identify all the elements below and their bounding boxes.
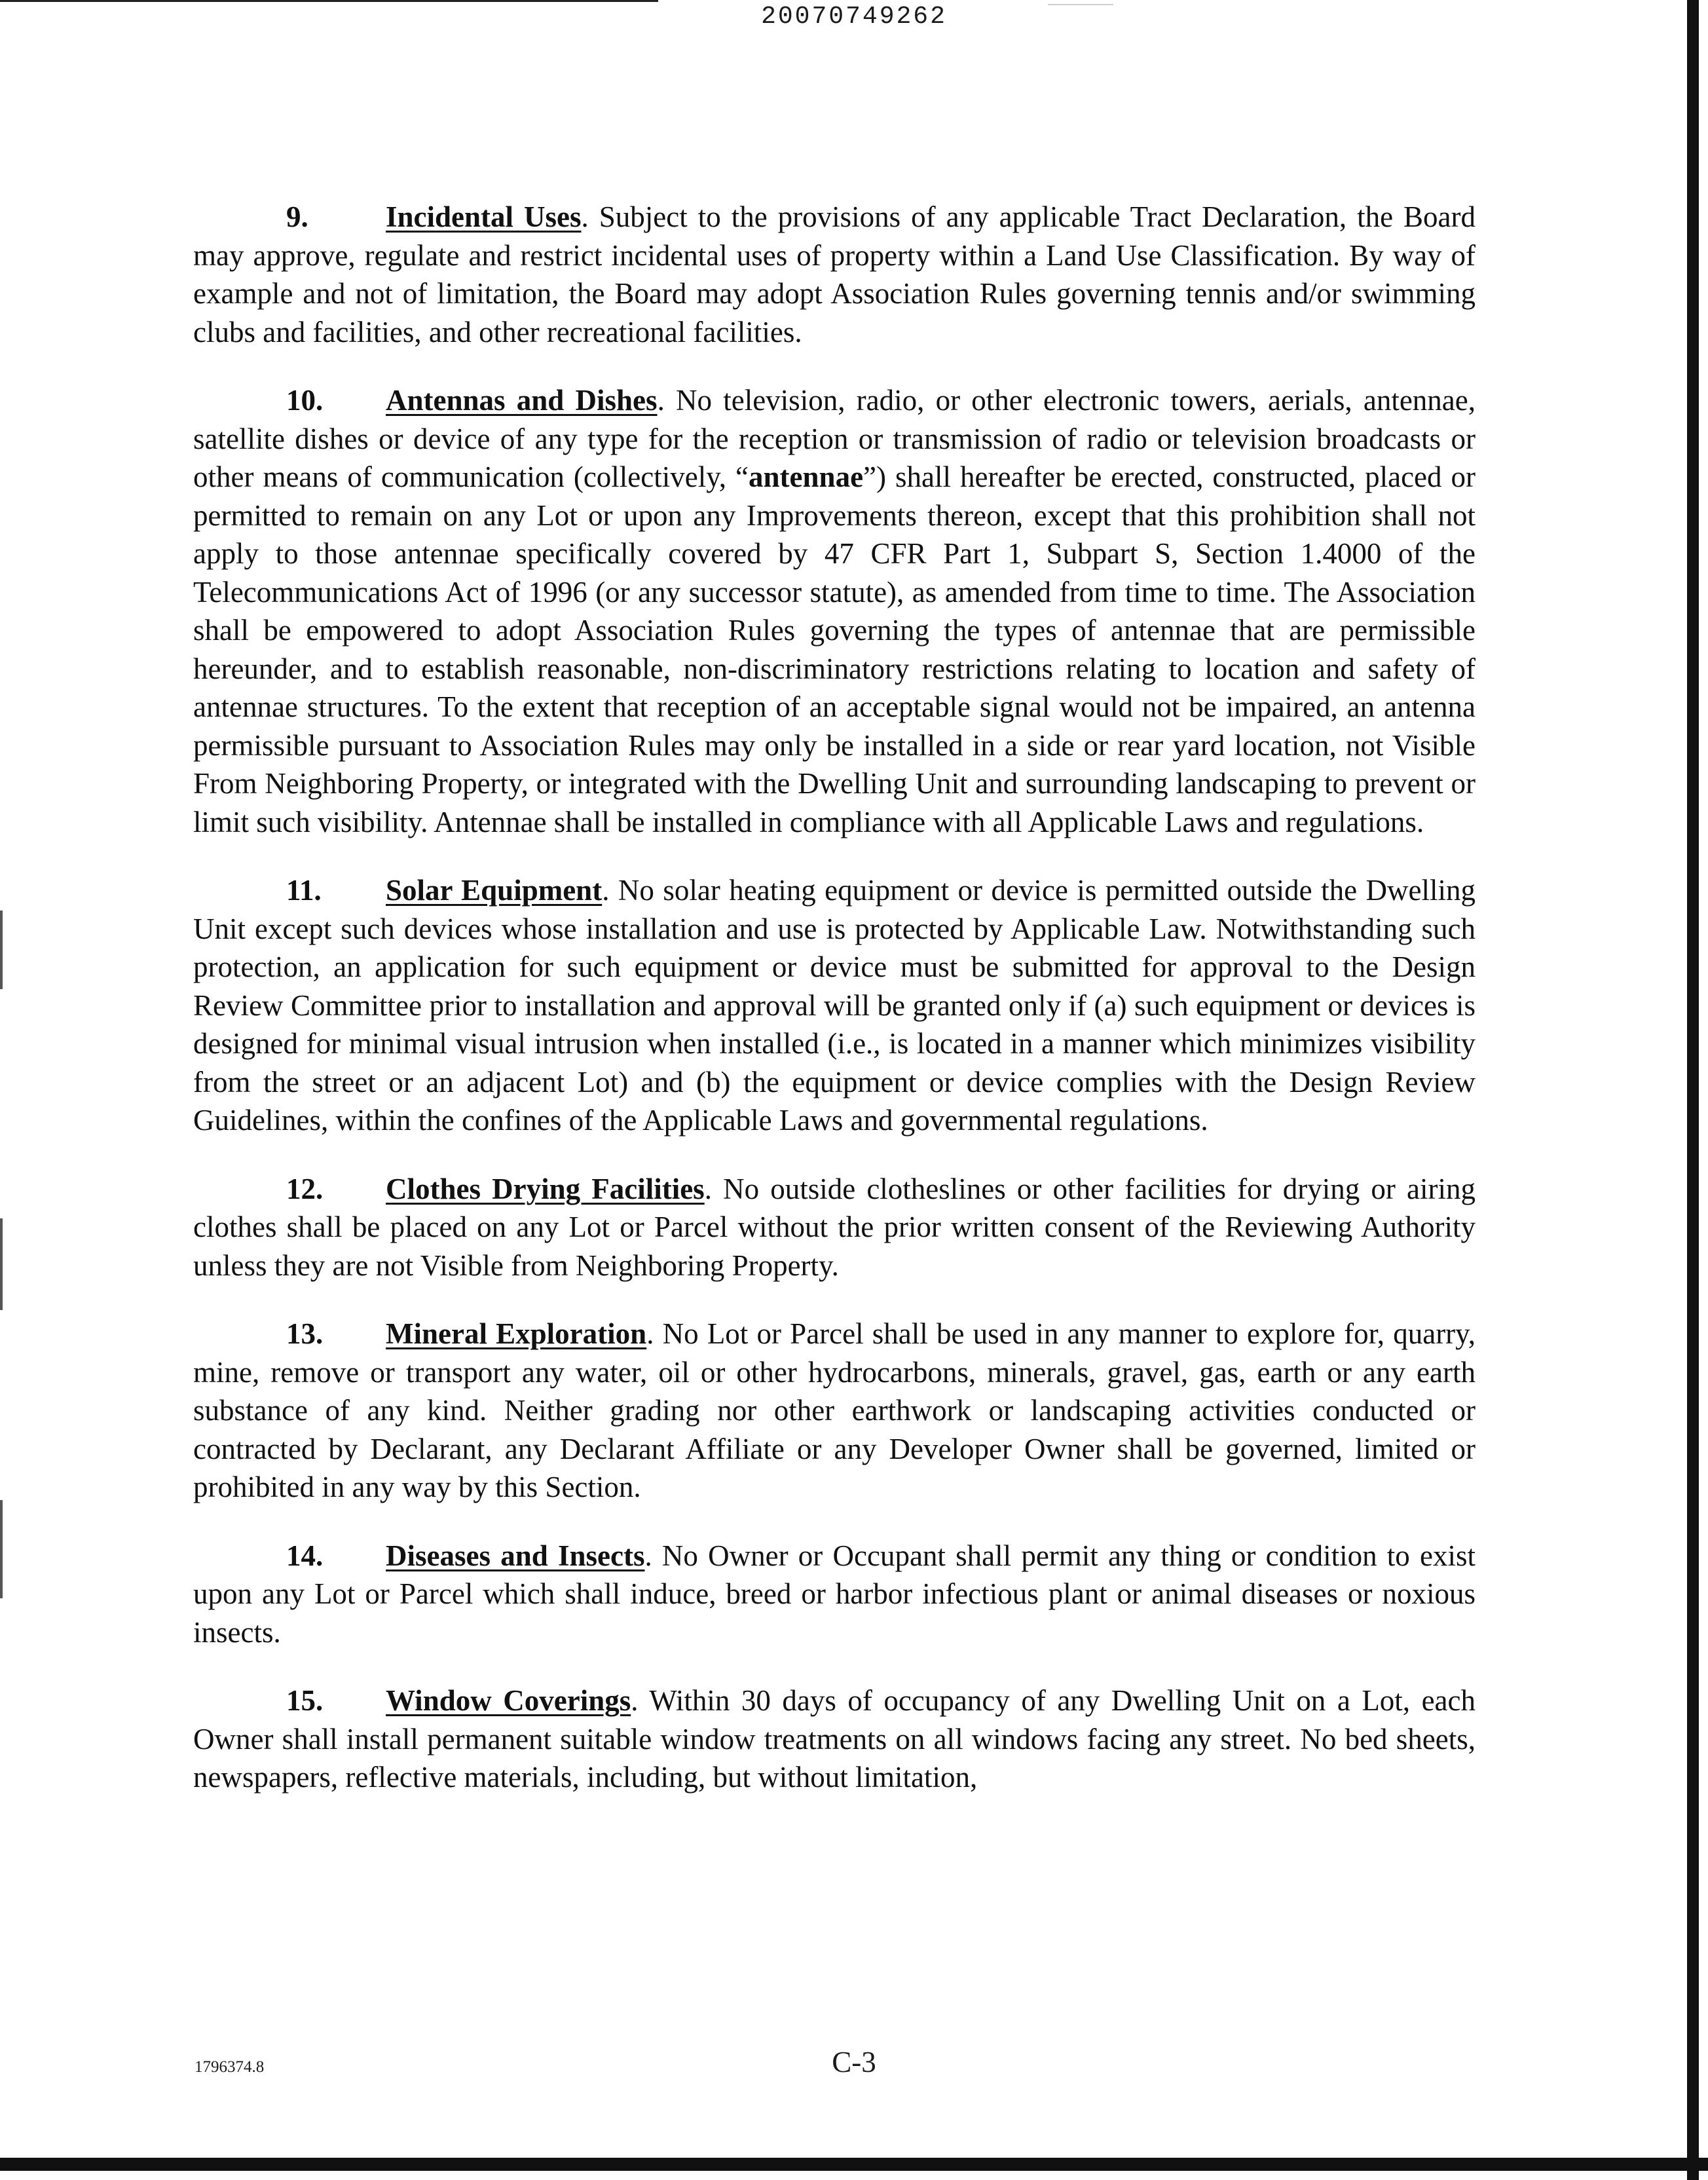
scan-bottom-border (0, 2158, 1708, 2171)
scan-left-mark (0, 911, 3, 989)
section-number: 13. (286, 1317, 324, 1350)
scan-top-border (0, 0, 658, 2)
section-number: 14. (286, 1539, 324, 1572)
section-title: Window Coverings (386, 1684, 631, 1717)
section-title: Antennas and Dishes (386, 384, 658, 417)
section-text: . Within 30 days of occupancy of any Dwelling Unit on a Lot, each Owner shall install permanent suitable window treatments on all windows facing any street. No bed sheets, newspapers, reflective materials, including, but without limitation, (193, 1684, 1476, 1794)
section-mineral-exploration (193, 1315, 1476, 1507)
defined-term: antennae (749, 460, 864, 493)
section-diseases-and-insects (193, 1537, 1476, 1652)
section-number: 10. (286, 384, 324, 417)
section-text: . No solar heating equipment or device is permitted outside the Dwelling Unit except such devices whose installation and use is protected by Applicable Law. Notwithstanding such protection, an application for such equipment or device must be submitted for approval to the Design Review Committee prior to installation and approval will be granted only if (a) such equipment or devices is designed for minimal visual intrusion when installed (i.e., is located in a manner which minimizes visibility from the street or an adjacent Lot) and (b) the equipment or device complies with the Design Review Guidelines, within the confines of the Applicable Laws and governmental regulations. (193, 874, 1476, 1137)
section-title: Incidental Uses (386, 200, 582, 233)
section-text: . No Lot or Parcel shall be used in any manner to explore for, quarry, mine, remove or transport any water, oil or other hydrocarbons, minerals, gravel, gas, earth or any earth substance of any kind. Neither grading nor other earthwork or landscaping activities conducted or contracted by Declarant, any Declarant Affiliate or any Developer Owner shall be governed, limited or prohibited in any way by this Section. (193, 1317, 1476, 1503)
section-title: Mineral Exploration (386, 1317, 647, 1350)
section-clothes-drying-facilities (193, 1170, 1476, 1285)
section-text-continued: ”) shall hereafter be erected, constructed, placed or permitted to remain on any Lot or upon any Improvements thereon, except that this prohibition shall not apply to those antennae specifically covered by 47 CFR Part 1, Subpart S, Section 1.4000 of the Telecommunications Act of 1996 (or any successor statute), as amended from time to time. The Association shall be empowered to adopt Association Rules governing the types of antennae that are permissible hereunder, and to establish reasonable, non-discriminatory restrictions relating to location and safety of antennae structures. To the extent that reception of an acceptable signal would not be impaired, an antenna permissible pursuant to Association Rules may only be installed in a side or rear yard location, not Visible From Neighboring Property, or integrated with the Dwelling Unit and surrounding landscaping to prevent or limit such visibility. Antennae shall be installed in compliance with all Applicable Laws and regulations. (193, 460, 1476, 838)
section-number: 9. (286, 200, 308, 233)
section-text: . Subject to the provisions of any applicable Tract Declaration, the Board may approve, regulate and restrict incidental uses of property within a Land Use Classification. By way of example and not of limitation, the Board may adopt Association Rules governing tennis and/or swimming clubs and facilities, and other recreational facilities. (193, 200, 1476, 348)
page-number: C-3 (832, 2046, 876, 2078)
section-antennas-and-dishes (193, 381, 1476, 841)
section-number: 12. (286, 1172, 324, 1205)
document-code: 1796374.8 (195, 2058, 265, 2076)
section-text: . No television, radio, or other electronic towers, aerials, antennae, satellite dishes or device of any type for the reception or transmission of radio or television broadcasts or other means of communication (collectively, “ (193, 384, 1476, 493)
section-number: 15. (286, 1684, 324, 1717)
scan-left-mark (0, 1500, 3, 1598)
document-number: 20070749262 (761, 3, 947, 31)
section-number: 11. (286, 874, 322, 907)
section-text: . No Owner or Occupant shall permit any thing or condition to exist upon any Lot or Parcel which shall induce, breed or harbor infectious plant or animal diseases or noxious insects. (193, 1539, 1476, 1649)
section-solar-equipment (193, 871, 1476, 1140)
section-window-coverings (193, 1682, 1476, 1797)
section-text: . No outside clotheslines or other facilities for drying or airing clothes shall be placed on any Lot or Parcel without the prior written consent of the Reviewing Authority unless they are not Visible from Neighboring Property. (193, 1172, 1476, 1282)
section-title: Diseases and Insects (386, 1539, 645, 1572)
scan-right-border (1687, 0, 1699, 2180)
section-title: Solar Equipment (386, 874, 603, 907)
scan-left-mark (0, 1218, 3, 1310)
section-title: Clothes Drying Facilities (386, 1172, 705, 1205)
section-incidental-uses (193, 198, 1476, 351)
document-body (193, 198, 1476, 1827)
